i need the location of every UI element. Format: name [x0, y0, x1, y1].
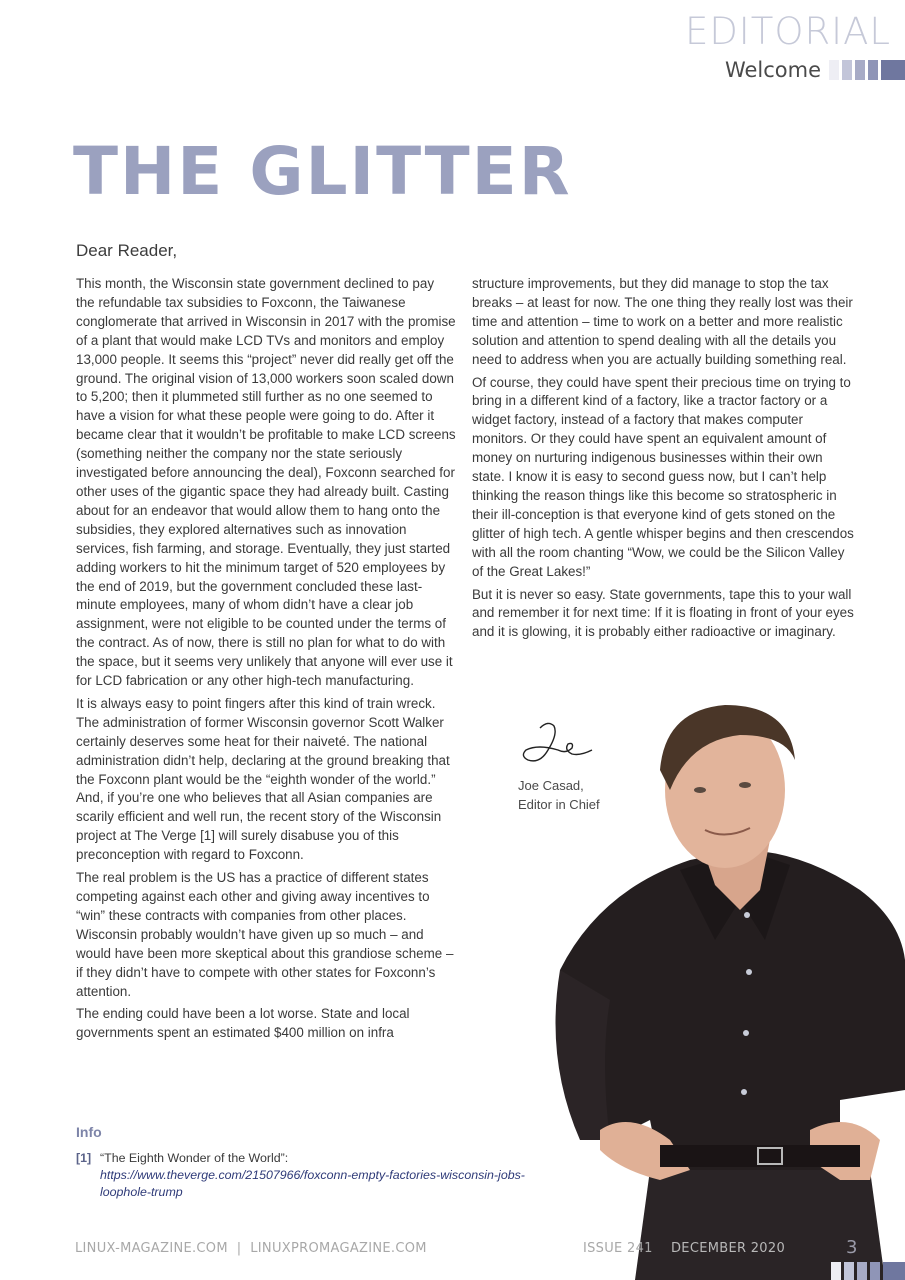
section-label: EDITORIAL — [684, 10, 891, 53]
paragraph: This month, the Wisconsin state government declined to pay the refundable tax subsidies to Foxconn, the Taiwanese conglomerate that arrived in Wisconsin in 2017 with the promise of a plant that would make LCD TVs and monitors and employ 13,000 people. It seems this “project” never did really get off the ground. The original vision of 13,000 workers soon scaled down to 5,200; then it plummeted still further as no one seemed to have a vision for what these people were going to do. After it became clear that it wouldn’t be profitable to make LCD screens (something neither the company nor the state seriously investigated before announcing the deal), Foxconn searched for other uses of the gigantic space they had already built. Casting about for an endeavor that would allow them to hang onto the subsidies, they explored alternatives such as innovation services, fish farming, and storage. Eventually, they just started adding workers to hit the minimum target of 520 employees by the end of 2019, but the government concluded these last-minute employees, many of whom didn’t have a clear job assignment, were not eligible to be counted under the terms of the contract. As of now, there is still no plan for what to do with the space, but it seems very unlikely that anyone will ever use it for LCD fabrication or any other high-tech manufacturing. — [76, 276, 456, 689]
paragraph: But it is never so easy. State governments, tape this to your wall and remember it for next time: If it is floating in front of your eyes and it is glowing, it is probably either radioactive or imaginary. — [472, 586, 854, 640]
color-square — [855, 60, 865, 80]
paragraph: Of course, they could have spent their precious time on trying to bring in a different kind of a factory, like a tractor factory or a widget factory, instead of a factory that makes computer monitors. Or they could have spent an equivalent amount of money on nurturing indigenous businesses within their own state. I know it is easy to second guess now, but I can’t help thinking the reason things like this become so stratospheric in their ill-conception is that everyone kind of gets stoned on the glitter of high tech. A gentle whisper begins and then crescendos with all the room chanting “Wow, we could be the Silicon Valley of the Great Lakes!” — [472, 374, 854, 579]
color-square — [857, 1262, 867, 1280]
reference-link[interactable]: https://www.theverge.com/21507966/foxconn-empty-factories-wisconsin-jobs-loophole-trump — [100, 1168, 525, 1199]
color-square — [883, 1262, 905, 1280]
paragraph: It is always easy to point fingers after this kind of train wreck. The administration of former Wisconsin governor Scott Walker certainly deserves some heat for their naiveté. The national administration didn’t help, declaring at the ground breaking that the Foxconn plant would be the “eighth wonder of the world.” And, if you’re one who believes that all Asian companies are scarily efficient and well run, the recent story of the Wisconsin project at The Verge [1] will surely disabuse you of this preconception with regard to Foxconn. — [76, 695, 450, 863]
subsection-row — [725, 59, 905, 81]
left-column — [76, 275, 456, 1047]
reference-number: [1] — [76, 1151, 92, 1165]
paragraph: The ending could have been a lot worse. State and local governments spent an estimated $400 million on infra — [76, 1006, 410, 1041]
info-heading: Info — [76, 1124, 102, 1140]
reference-text: “The Eighth Wonder of the World”: — [100, 1151, 289, 1165]
color-square — [868, 60, 878, 80]
footer-squares — [831, 1262, 905, 1280]
color-square — [844, 1262, 854, 1280]
signature-icon — [518, 720, 598, 768]
color-square — [831, 1262, 841, 1280]
color-square — [881, 60, 905, 80]
reference-item — [76, 1150, 536, 1201]
footer-date: DECEMBER 2020 — [671, 1241, 786, 1256]
footer-issue: ISSUE 241 — [583, 1241, 653, 1256]
paragraph: The real problem is the US has a practice of different states competing against each other and giving away incentives to “win” these contracts with companies from other places. Wisconsin probably wouldn’t have given up so much – and would have been more skeptical about this grandiose scheme – if they didn’t have to compete with other states for Foxconn’s attention. — [76, 870, 454, 999]
footer-sites: LINUX-MAGAZINE.COM | LINUXPROMAGAZINE.COM — [75, 1241, 427, 1256]
page-title: THE GLITTER — [73, 133, 572, 210]
right-column — [472, 275, 857, 646]
color-square — [829, 60, 839, 80]
paragraph: structure improvements, but they did manage to stop the tax breaks – at least for now. The one thing they really lost was their time and attention – time to work on a better and more realistic solution and attention to spend dealing with all the details you need to address when you are actually building something real. — [472, 276, 853, 367]
salutation: Dear Reader, — [76, 241, 178, 260]
page-number: 3 — [846, 1237, 858, 1258]
color-square — [842, 60, 852, 80]
color-square — [870, 1262, 880, 1280]
signature-role: Editor in Chief — [518, 797, 600, 812]
signature-block — [518, 720, 600, 814]
subsection-label: Welcome — [724, 58, 821, 82]
signature-name: Joe Casad, — [518, 778, 584, 793]
